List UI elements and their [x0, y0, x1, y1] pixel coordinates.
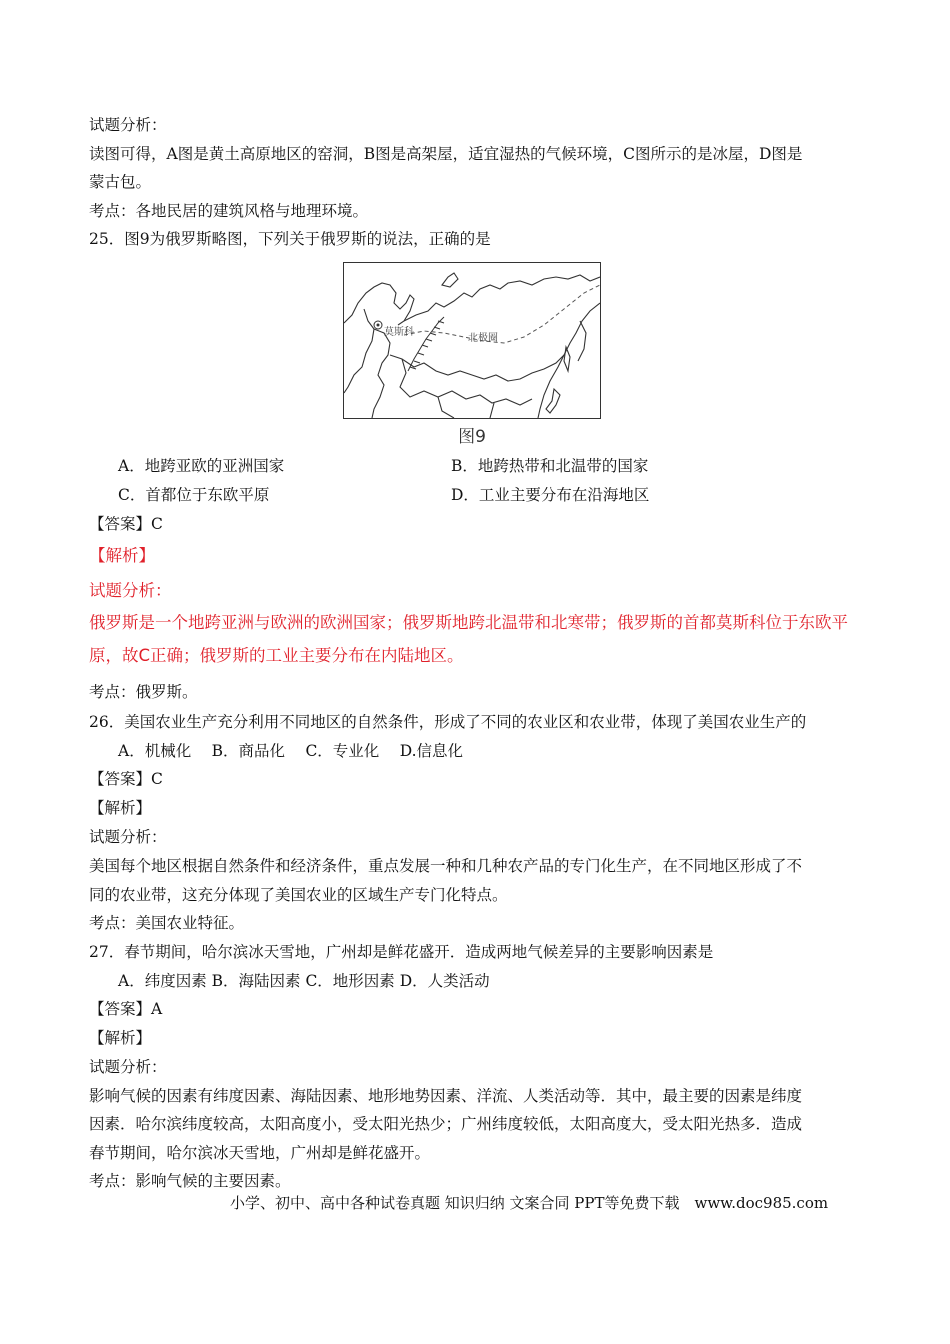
- q27-stem: 27．春节期间，哈尔滨冰天雪地，广州却是鲜花盛开．造成两地气候差异的主要影响因素是: [89, 943, 714, 961]
- q27-analysis-line1: 影响气候的因素有纬度因素、海陆因素、地形地势因素、洋流、人类活动等．其中，最主要的因素是纬度: [89, 1087, 803, 1105]
- q27-analysis-label: 试题分析：: [89, 1058, 167, 1076]
- q26-analysis-label: 试题分析：: [89, 828, 167, 846]
- russia-map-figure: [343, 262, 601, 447]
- q27-options: A．纬度因素 B．海陆因素 C．地形因素 D．人类活动: [118, 972, 490, 990]
- q25-option-c: C．首都位于东欧平原: [118, 486, 270, 504]
- q26-analysis-line2: 同的农业带，这充分体现了美国农业的区域生产专门化特点。: [89, 886, 508, 904]
- page-footer: 小学、初中、高中各种试卷真题 知识归纳 文案合同 PPT等免费下载 www.doc985.com: [230, 1194, 829, 1212]
- q26-answer: 【答案】C: [89, 770, 163, 788]
- q25-analysis-line2: 原，故C正确；俄罗斯的工业主要分布在内陆地区。: [89, 646, 464, 665]
- q25-option-a: A．地跨亚欧的亚洲国家: [118, 457, 285, 475]
- q26-jiexi: 【解析】: [89, 799, 152, 817]
- q25-analysis-line1: 俄罗斯是一个地跨亚洲与欧洲的欧洲国家；俄罗斯地跨北温带和北寒带；俄罗斯的首都莫斯科位于东欧平: [89, 613, 848, 632]
- q27-jiexi: 【解析】: [89, 1029, 152, 1047]
- q24-analysis-label: 试题分析：: [89, 116, 167, 134]
- q24-analysis-line1: 读图可得，A图是黄土高原地区的窑洞，B图是高架屋，适宜湿热的气候环境，C图所示的是冰屋，D图是: [89, 145, 803, 163]
- russia-map-drawing: [344, 263, 600, 418]
- q26-point: 考点：美国农业特征。: [89, 914, 245, 932]
- q27-answer: 【答案】A: [89, 1000, 163, 1018]
- q24-analysis-line2: 蒙古包。: [89, 173, 152, 191]
- q26-analysis-line1: 美国每个地区根据自然条件和经济条件，重点发展一种和几种农产品的专门化生产，在不同地区形成了不: [89, 857, 803, 875]
- q24-point: 考点：各地民居的建筑风格与地理环境。: [89, 202, 369, 220]
- q26-stem: 26．美国农业生产充分利用不同地区的自然条件，形成了不同的农业区和农业带，体现了美国农业生产的: [89, 713, 807, 731]
- q25-stem: 25．图9为俄罗斯略图，下列关于俄罗斯的说法，正确的是: [89, 230, 491, 248]
- q26-options: A．机械化 B．商品化 C．专业化 D.信息化: [118, 742, 464, 760]
- q25-option-d: D．工业主要分布在沿海地区: [451, 486, 650, 504]
- q27-point: 考点：影响气候的主要因素。: [89, 1172, 291, 1190]
- q25-jiexi: 【解析】: [89, 546, 155, 565]
- q27-analysis-line3: 春节期间，哈尔滨冰天雪地，广州却是鲜花盛开。: [89, 1144, 431, 1162]
- moscow-label: 莫斯科: [384, 327, 414, 338]
- q27-analysis-line2: 因素．哈尔滨纬度较高，太阳高度小，受太阳光热少；广州纬度较低，太阳高度大，受太阳光热多．造成: [89, 1115, 803, 1133]
- map-caption: 图9: [458, 427, 486, 447]
- q25-answer: 【答案】C: [89, 515, 163, 533]
- q25-analysis-label: 试题分析：: [89, 581, 172, 600]
- q25-point: 考点：俄罗斯。: [89, 683, 198, 701]
- arctic-circle-label: 北极圈: [468, 333, 498, 344]
- q25-option-b: B．地跨热带和北温带的国家: [451, 457, 649, 475]
- russia-map: [343, 262, 601, 419]
